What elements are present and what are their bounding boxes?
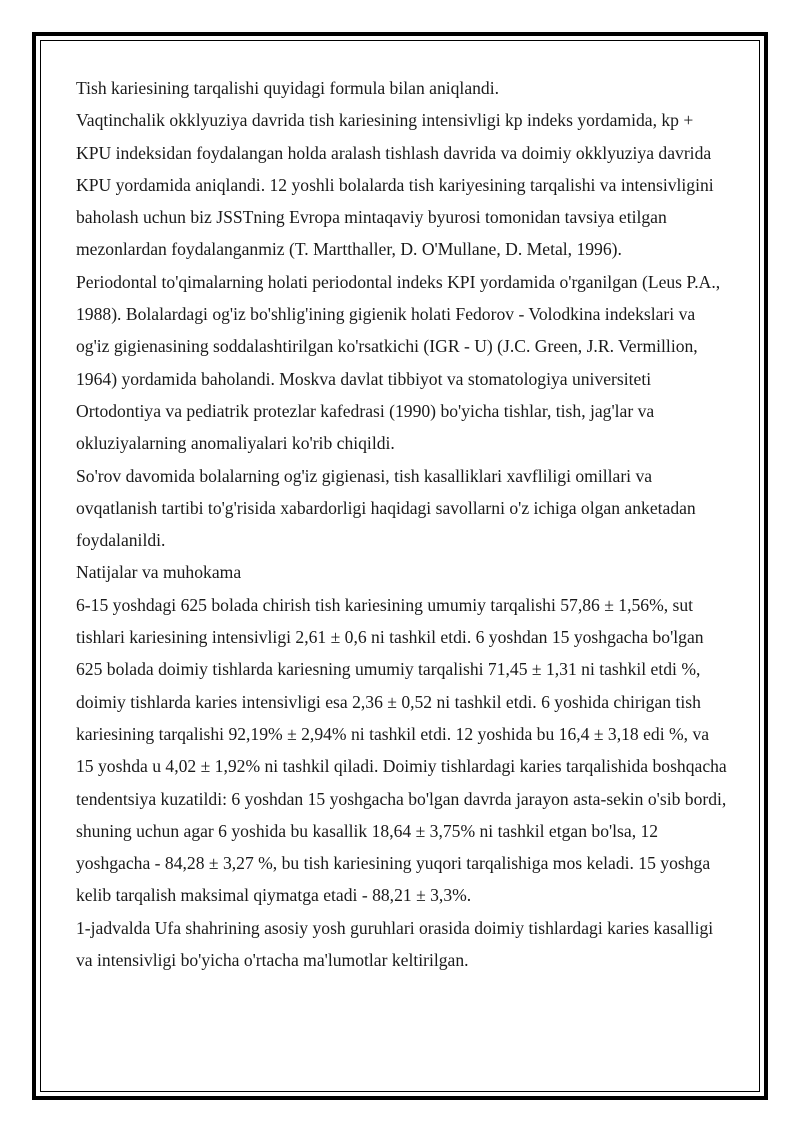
paragraph-table-reference: 1-jadvalda Ufa shahrining asosiy yosh guruhlari orasida doimiy tishlardagi karies kasalligi va intensivligi bo'yicha o'rtacha ma'lumotlar keltirilgan. bbox=[76, 917, 714, 971]
section-heading-results: Natijalar va muhokama bbox=[76, 562, 242, 583]
paragraph-periodontal: Periodontal to'qimalarning holati periodontal indeks KPI yordamida o'rganilgan (Leus P.A., 1988). Bolalardagi og'iz bo'shlig'ining gigienik holati Fedorov - Volodkina indekslari va og'iz gigienasining soddalashtirilgan ko'rsatkichi (IGR - U) (J.C. Green, J.R. Vermillion, 1964) yordamida baholandi. Moskva davlat tibbiyot va stomatologiya universiteti Ortodontiya va pediatrik protezlar kafedrasi (1990) bo'yicha tishlar, tish, jag'lar va okluziyalarning anomaliyalari ko'rib chiqildi. bbox=[76, 271, 721, 454]
paragraph-survey: So'rov davomida bolalarning og'iz gigienasi, tish kasalliklari xavfliligi omillari va ovqatlanish tartibi to'g'risida xabardorligi haqidagi savollarni o'z ichiga olgan anketadan foydalanildi. bbox=[76, 465, 696, 551]
paragraph-results: 6-15 yoshdagi 625 bolada chirish tish kariesining umumiy tarqalishi 57,86 ± 1,56%, sut tishlari kariesining intensivligi 2,61 ± 0,6 ni tashkil etdi. 6 yoshdan 15 yoshgacha bo'lgan 625 bolada doimiy tishlarda kariesning umumiy tarqalishi 71,45 ± 1,31 ni tashkil etdi %, doimiy tishlarda karies intensivligi esa 2,36 ± 0,52 ni tashkil etdi. 6 yoshida chirigan tish kariesining tarqalishi 92,19% ± 2,94% ni tashkil etdi. 12 yoshida bu 16,4 ± 3,18 edi %, va 15 yoshda u 4,02 ± 1,92% ni tashkil qiladi. Doimiy tishlardagi karies tarqalishida boshqacha tendentsiya kuzatildi: 6 yoshdan 15 yoshgacha bo'lgan davrda jarayon asta-sekin o'sib bordi, shuning uchun agar 6 yoshida bu kasallik 18,64 ± 3,75% ni tashkil etgan bo'lsa, 12 yoshgacha - 84,28 ± 3,27 %, bu tish kariesining yuqori tarqalishiga mos keladi. 15 yoshga kelib tarqalish maksimal qiymatga etadi - 88,21 ± 3,3%. bbox=[76, 594, 727, 906]
paragraph-method-intro: Tish kariesining tarqalishi quyidagi formula bilan aniqlandi. bbox=[76, 78, 500, 98]
paragraph-caries-index: Vaqtinchalik okklyuziya davrida tish kariesining intensivligi kp indeks yordamida, kp + KPU indeksidan foydalangan holda aralash tishlash davrida va doimiy okklyuziya davrida KPU yordamida aniqlandi. 12 yoshli bolalarda tish kariyesining tarqalishi va intensivligini baholash uchun biz JSSTning Evropa mintaqaviy byurosi tomonidan tavsiya etilgan mezonlardan foydalanganmiz (T. Martthaller, D. O'Mullane, D. Metal, 1996). bbox=[76, 110, 714, 260]
document-body bbox=[76, 72, 728, 976]
